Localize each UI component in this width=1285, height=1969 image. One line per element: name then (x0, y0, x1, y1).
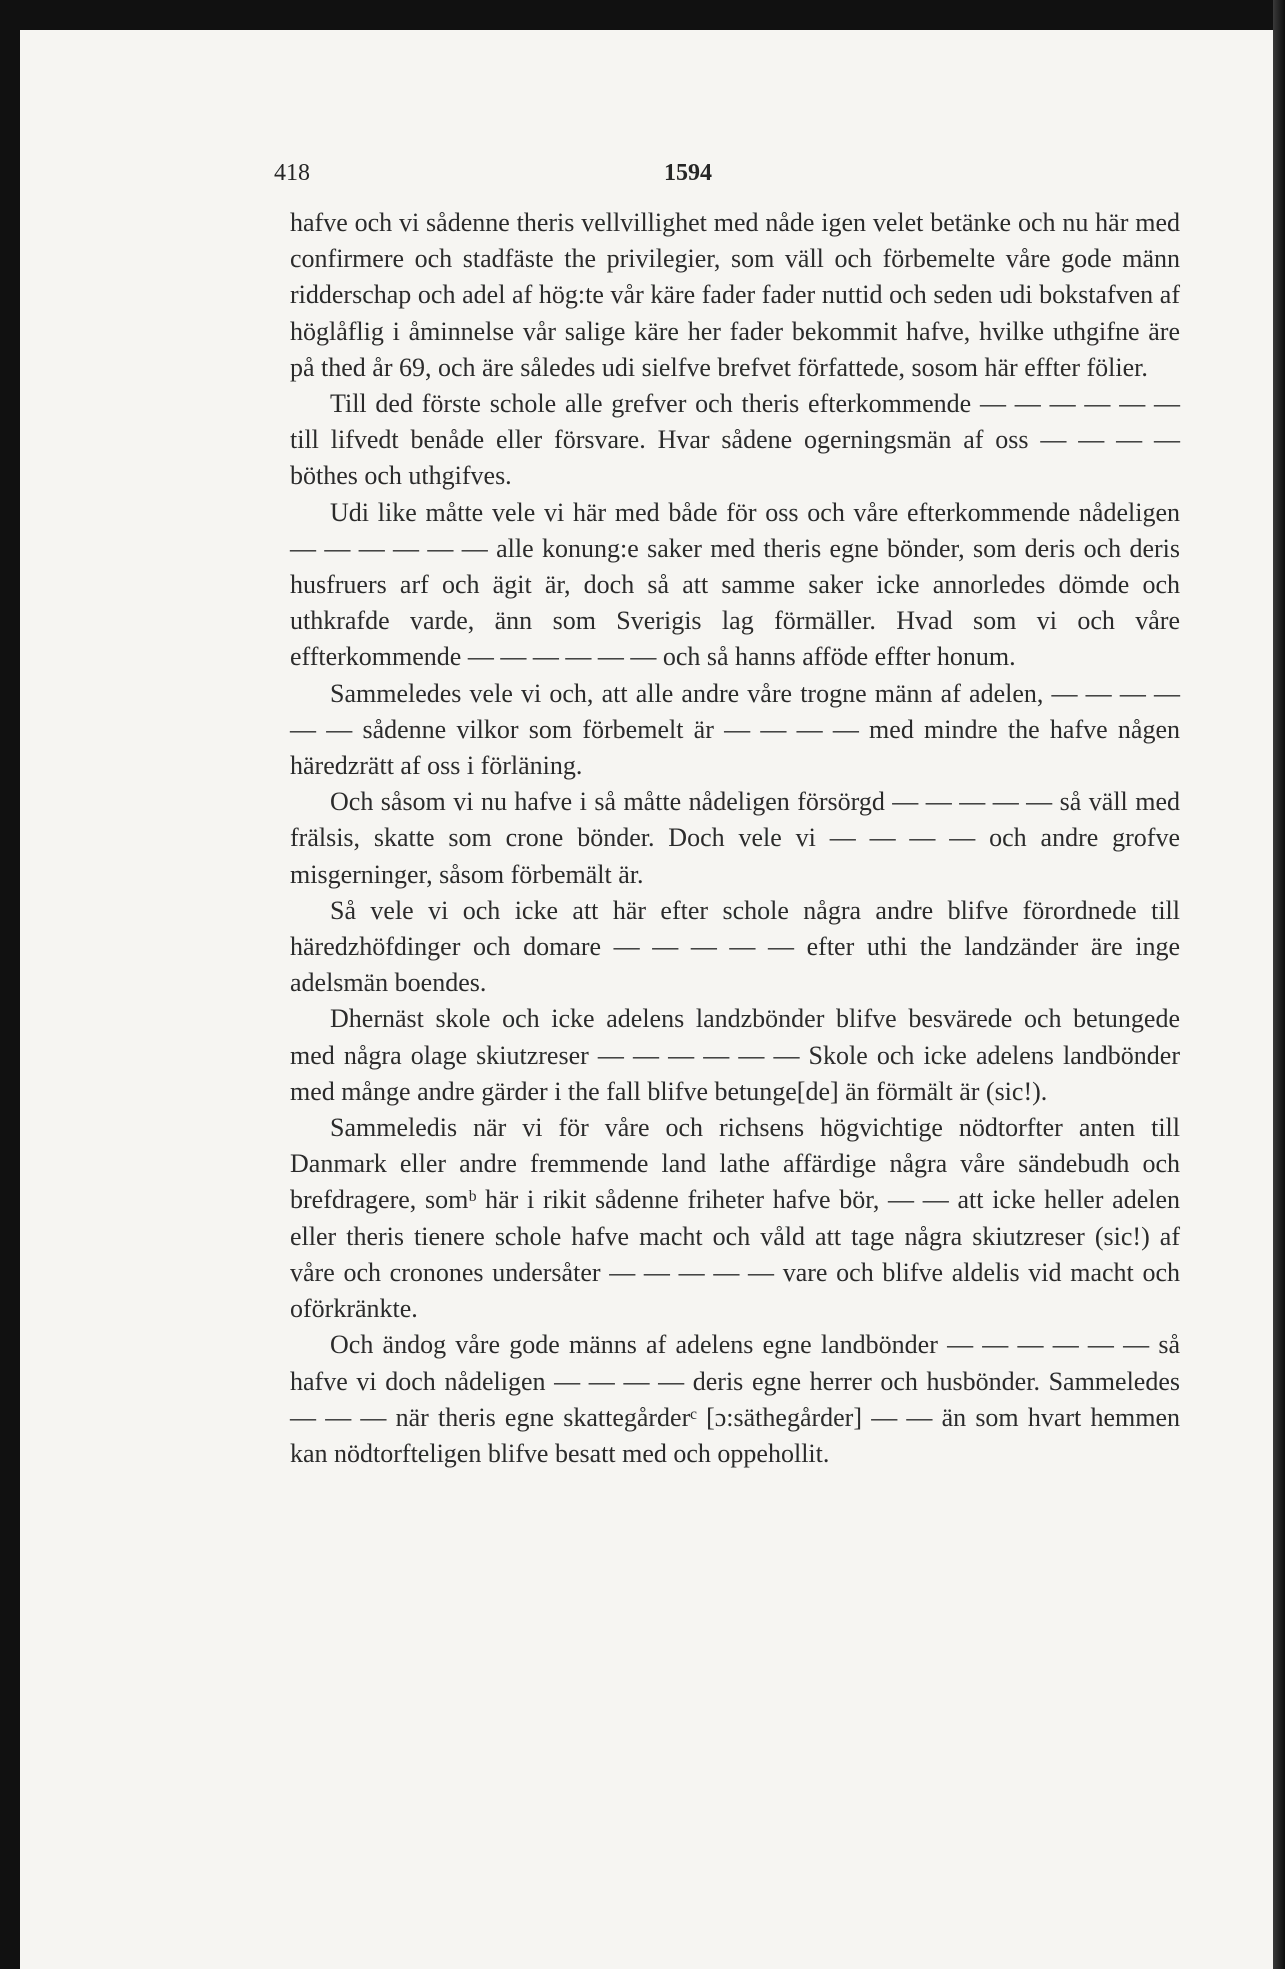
paragraph: Så vele vi och icke att här efter schole några andre blifve förordnede till häredzhöfdinger och domare — — — — — efter uthi the landzänder äre inge adelsmän boendes. (290, 895, 1180, 998)
page-year-heading: 1594 (664, 160, 712, 186)
scan-border (1273, 0, 1285, 1969)
page-header (268, 160, 1188, 200)
paragraph: Sammeledes vele vi och, att alle andre våre trogne männ af adelen, — — — — — — sådenne vilkor som förbemelt är — — — — med mindre the hafve någen häredzrätt af oss i förläning. (290, 678, 1180, 781)
paragraph: Sammeledis när vi för våre och richsens högvichtige nödtorfter anten till Danmark eller andre fremmende land lathe affärdige några våre sändebudh och brefdragere, somᵇ här i rikit sådenne friheter hafve bör, — — att icke heller adelen eller theris tienere schole hafve macht och våld att tage några skiutzreser (sic!) af våre och cronones undersåter — — — — — vare och blifve aldelis vid macht och oförkränkte. (290, 1113, 1180, 1324)
paragraph: Dhernäst skole och icke adelens landzbönder blifve besvärede och betungede med några olage skiutzreser — — — — — — Skole och icke adelens landbönder med månge andre gärder i the fall blifve betunge[de] än förmält är (sic!). (290, 1004, 1180, 1106)
paragraph: Till ded förste schole alle grefver och theris efterkommende — — — — — — till lifvedt benåde eller försvare. Hvar sådene ogerningsmän af oss — — — — böthes och uthgifves. (290, 389, 1180, 491)
paragraph: Och såsom vi nu hafve i så måtte nådeligen försörgd — — — — — så väll med frälsis, skatte som crone bönder. Doch vele vi — — — — och andre grofve misgerninger, såsom förbemält är. (290, 787, 1180, 889)
paragraph: hafve och vi sådenne theris vellvillighet med nåde igen velet betänke och nu här med confirmere och stadfäste the privilegier, som väll och förbemelte våre gode männ ridderschap och adel af hög:te vår käre fader fader nuttid och seden udi bokstafven af höglåflig i åminnelse vår salige käre her fader bekommit hafve, hvilke uthgifne äre på thed år 69, och äre således udi sielfve brefvet författede, sosom här effter fölier. (290, 208, 1180, 382)
document-body (290, 205, 1180, 1472)
page-number: 418 (274, 160, 310, 186)
paragraph: Och ändog våre gode männs af adelens egne landbönder — — — — — — så hafve vi doch nådeligen — — — — deris egne herrer och husbönder. Sammeledes — — — när theris egne skattegårderᶜ [ɔ:säthegårder] — — än som hvart hemmen kan nödtorfteligen blifve besatt med och oppehollit. (290, 1330, 1180, 1468)
paragraph: Udi like måtte vele vi här med både för oss och våre efterkommende nådeligen — — — — — — alle konung:e saker med theris egne bönder, som deris och deris husfruers arf och ägit är, doch så att samme saker icke annorledes dömde och uthkrafde varde, änn som Sverigis lag förmäller. Hvad som vi och våre effterkommende — — — — — — och så hanns afföde effter honum. (290, 497, 1180, 672)
